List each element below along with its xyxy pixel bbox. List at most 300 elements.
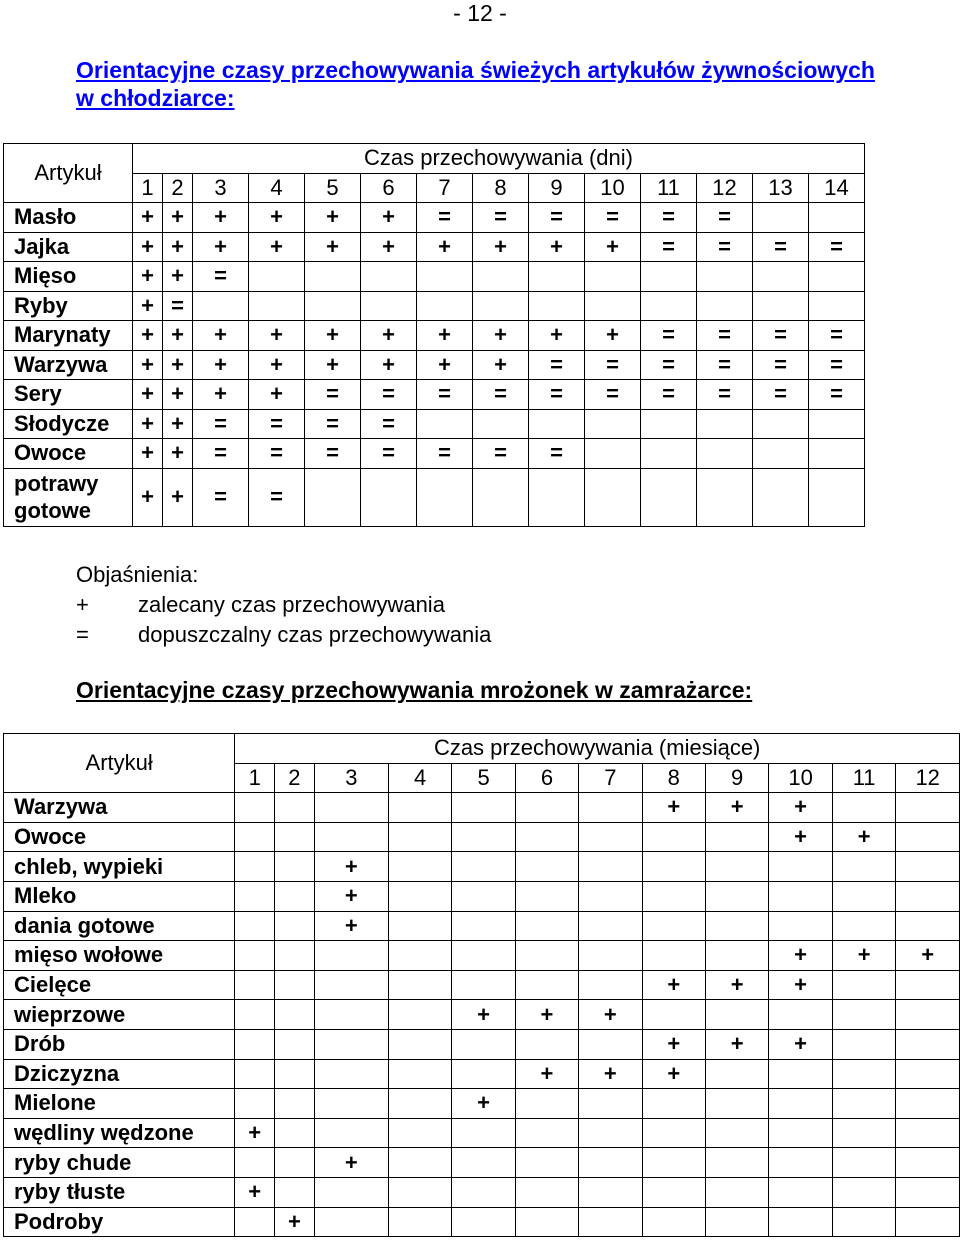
frozen-cell — [705, 1148, 768, 1178]
frozen-period-header: 7 — [579, 763, 642, 793]
frozen-row — [4, 911, 960, 941]
fresh-cell — [473, 409, 529, 439]
frozen-cell: + — [769, 822, 833, 852]
fresh-cell: + — [417, 321, 473, 351]
fresh-cell: = — [585, 380, 641, 410]
frozen-row — [4, 1177, 960, 1207]
frozen-cell — [832, 1207, 896, 1237]
frozen-row — [4, 1059, 960, 1089]
fresh-period-header: 13 — [753, 173, 809, 203]
fresh-cell — [809, 409, 865, 439]
frozen-row-label: Drób — [4, 1029, 235, 1059]
fresh-cell: + — [417, 232, 473, 262]
fresh-row-label: Jajka — [4, 232, 133, 262]
fresh-period-row — [4, 173, 865, 203]
frozen-cell — [452, 793, 515, 823]
fresh-cell: = — [305, 439, 361, 469]
frozen-period-header: 3 — [314, 763, 388, 793]
frozen-cell: + — [235, 1118, 275, 1148]
frozen-cell — [452, 1059, 515, 1089]
fresh-cell: + — [305, 203, 361, 233]
frozen-cell — [579, 1118, 642, 1148]
fresh-cell: + — [249, 380, 305, 410]
fresh-header-row — [4, 144, 865, 174]
fresh-cell — [529, 262, 585, 292]
frozen-cell — [515, 911, 578, 941]
frozen-cell: + — [314, 852, 388, 882]
fresh-cell: + — [193, 350, 249, 380]
fresh-article-header: Artykuł — [4, 144, 133, 203]
fresh-row-label: Ryby — [4, 291, 133, 321]
frozen-cell: + — [642, 970, 705, 1000]
frozen-cell — [388, 1148, 451, 1178]
frozen-cell — [275, 1059, 315, 1089]
fresh-cell: = — [473, 203, 529, 233]
fresh-row — [4, 203, 865, 233]
legend-text: dopuszczalny czas przechowywania — [138, 622, 492, 647]
frozen-cell — [896, 1029, 960, 1059]
fresh-cell: = — [641, 380, 697, 410]
fresh-cell — [473, 291, 529, 321]
fresh-cell: = — [529, 380, 585, 410]
frozen-period-header: 8 — [642, 763, 705, 793]
fresh-cell: = — [193, 262, 249, 292]
frozen-cell — [235, 1207, 275, 1237]
fresh-cell: + — [585, 321, 641, 351]
fresh-cell: = — [417, 380, 473, 410]
frozen-cell — [896, 1207, 960, 1237]
frozen-cell — [275, 822, 315, 852]
fresh-period-header: 8 — [473, 173, 529, 203]
fresh-cell — [361, 291, 417, 321]
frozen-period-header: 10 — [769, 763, 833, 793]
fresh-cell: + — [163, 203, 193, 233]
frozen-cell: + — [642, 1029, 705, 1059]
fresh-cell: = — [809, 380, 865, 410]
fresh-period-header: 6 — [361, 173, 417, 203]
frozen-cell — [769, 1059, 833, 1089]
fresh-cell — [305, 291, 361, 321]
fresh-cell: + — [305, 232, 361, 262]
fresh-cell: = — [641, 321, 697, 351]
fresh-row-label: Owoce — [4, 439, 133, 469]
frozen-cell — [579, 1207, 642, 1237]
frozen-cell: + — [579, 1000, 642, 1030]
frozen-cell — [515, 852, 578, 882]
fresh-period-header: 9 — [529, 173, 585, 203]
fresh-cell: = — [193, 468, 249, 526]
fresh-row — [4, 350, 865, 380]
frozen-cell — [314, 970, 388, 1000]
fresh-row — [4, 468, 865, 526]
frozen-cell — [515, 1029, 578, 1059]
frozen-cell — [452, 1177, 515, 1207]
fresh-cell: + — [529, 232, 585, 262]
frozen-cell — [235, 941, 275, 971]
frozen-cell — [314, 793, 388, 823]
frozen-cell — [705, 1059, 768, 1089]
frozen-cell — [275, 941, 315, 971]
fresh-row-label: Masło — [4, 203, 133, 233]
fresh-cell: + — [473, 321, 529, 351]
frozen-cell — [705, 941, 768, 971]
fresh-cell — [641, 409, 697, 439]
frozen-row — [4, 793, 960, 823]
frozen-cell — [705, 1207, 768, 1237]
fresh-cell: = — [529, 439, 585, 469]
frozen-row-label: Cielęce — [4, 970, 235, 1000]
fresh-cell: + — [193, 232, 249, 262]
fresh-row-label: potrawy gotowe — [4, 468, 133, 526]
frozen-cell — [705, 1000, 768, 1030]
frozen-period-header: 1 — [235, 763, 275, 793]
frozen-cell — [275, 1118, 315, 1148]
fresh-cell: + — [249, 321, 305, 351]
legend-text: zalecany czas przechowywania — [138, 592, 445, 617]
frozen-cell — [769, 852, 833, 882]
fresh-cell: = — [193, 409, 249, 439]
frozen-cell: + — [314, 881, 388, 911]
fresh-cell: + — [361, 203, 417, 233]
fresh-cell — [417, 409, 473, 439]
fresh-cell: + — [133, 262, 163, 292]
fresh-cell: = — [361, 409, 417, 439]
fresh-cell: + — [473, 350, 529, 380]
frozen-cell: + — [705, 970, 768, 1000]
frozen-cell — [705, 911, 768, 941]
fresh-cell: = — [529, 203, 585, 233]
frozen-cell: + — [832, 822, 896, 852]
frozen-cell — [579, 1029, 642, 1059]
frozen-cell — [388, 1118, 451, 1148]
fresh-period-header: 2 — [163, 173, 193, 203]
frozen-cell — [388, 1059, 451, 1089]
fresh-storage-table — [3, 143, 865, 527]
frozen-cell — [579, 1089, 642, 1119]
fresh-cell — [753, 291, 809, 321]
fresh-cell — [585, 468, 641, 526]
frozen-cell — [235, 822, 275, 852]
frozen-cell — [769, 1177, 833, 1207]
fresh-cell — [809, 291, 865, 321]
fresh-cell: = — [417, 439, 473, 469]
frozen-row-label: Mielone — [4, 1089, 235, 1119]
fresh-period-header: 14 — [809, 173, 865, 203]
legend-item-recommended — [76, 590, 491, 620]
fresh-cell: = — [809, 321, 865, 351]
frozen-row — [4, 852, 960, 882]
fresh-period-header: 10 — [585, 173, 641, 203]
fresh-row-label: Słodycze — [4, 409, 133, 439]
fresh-cell: + — [163, 409, 193, 439]
fresh-cell — [249, 291, 305, 321]
frozen-cell — [388, 1207, 451, 1237]
frozen-cell — [832, 1177, 896, 1207]
fresh-cell: = — [809, 232, 865, 262]
frozen-cell — [769, 1118, 833, 1148]
fresh-row — [4, 232, 865, 262]
frozen-cell — [452, 1029, 515, 1059]
frozen-cell — [769, 1148, 833, 1178]
fresh-cell — [305, 468, 361, 526]
fresh-cell — [809, 468, 865, 526]
frozen-cell — [515, 1118, 578, 1148]
frozen-cell — [275, 793, 315, 823]
frozen-cell — [832, 852, 896, 882]
fresh-cell — [473, 262, 529, 292]
frozen-article-header: Artykuł — [4, 734, 235, 793]
frozen-cell — [579, 970, 642, 1000]
frozen-row — [4, 1029, 960, 1059]
frozen-cell — [314, 1029, 388, 1059]
frozen-cell — [515, 1177, 578, 1207]
fresh-cell: + — [133, 380, 163, 410]
frozen-row-label: mięso wołowe — [4, 941, 235, 971]
frozen-row — [4, 1148, 960, 1178]
frozen-cell — [388, 1089, 451, 1119]
fresh-cell: = — [697, 380, 753, 410]
fresh-cell: + — [193, 380, 249, 410]
fresh-cell: + — [133, 291, 163, 321]
fresh-time-header: Czas przechowywania (dni) — [133, 144, 865, 174]
fresh-cell: + — [585, 232, 641, 262]
fresh-cell: + — [133, 203, 163, 233]
fresh-period-header: 3 — [193, 173, 249, 203]
frozen-cell — [579, 822, 642, 852]
frozen-cell — [515, 1148, 578, 1178]
fresh-row-label: Sery — [4, 380, 133, 410]
frozen-cell — [769, 1000, 833, 1030]
fresh-cell: = — [641, 350, 697, 380]
frozen-cell — [896, 881, 960, 911]
fresh-cell — [697, 439, 753, 469]
frozen-cell — [515, 970, 578, 1000]
fresh-cell: + — [133, 232, 163, 262]
frozen-row-label: wędliny wędzone — [4, 1118, 235, 1148]
frozen-cell — [515, 822, 578, 852]
frozen-cell — [705, 1177, 768, 1207]
frozen-cell — [452, 881, 515, 911]
frozen-cell — [235, 1059, 275, 1089]
fresh-cell: = — [809, 350, 865, 380]
frozen-cell — [896, 1148, 960, 1178]
fresh-cell — [193, 291, 249, 321]
fresh-cell — [753, 439, 809, 469]
frozen-cell: + — [275, 1207, 315, 1237]
frozen-cell — [832, 1089, 896, 1119]
fresh-cell: + — [249, 232, 305, 262]
frozen-cell — [832, 1118, 896, 1148]
frozen-time-header: Czas przechowywania (miesiące) — [235, 734, 960, 764]
frozen-row — [4, 881, 960, 911]
fresh-cell: + — [163, 380, 193, 410]
frozen-cell — [896, 793, 960, 823]
frozen-cell — [832, 1029, 896, 1059]
fresh-cell: = — [529, 350, 585, 380]
frozen-cell — [579, 881, 642, 911]
fresh-cell: = — [249, 439, 305, 469]
fresh-cell: = — [305, 409, 361, 439]
fresh-cell: = — [697, 321, 753, 351]
frozen-cell — [235, 1089, 275, 1119]
frozen-cell — [235, 881, 275, 911]
frozen-cell — [642, 1148, 705, 1178]
fresh-cell: + — [361, 321, 417, 351]
fresh-cell — [753, 409, 809, 439]
fresh-row — [4, 380, 865, 410]
frozen-cell — [832, 911, 896, 941]
frozen-cell — [275, 1177, 315, 1207]
frozen-cell — [896, 1089, 960, 1119]
frozen-cell — [388, 822, 451, 852]
frozen-cell — [314, 1207, 388, 1237]
legend-title: Objaśnienia: — [76, 562, 199, 587]
frozen-cell: + — [452, 1089, 515, 1119]
frozen-header-row — [4, 734, 960, 764]
fresh-heading-line1: Orientacyjne czasy przechowywania świeżych artykułów żywnościowych — [76, 57, 875, 83]
frozen-cell — [896, 852, 960, 882]
fresh-cell — [809, 439, 865, 469]
fresh-cell — [697, 468, 753, 526]
fresh-cell: = — [697, 203, 753, 233]
fresh-cell: = — [249, 409, 305, 439]
frozen-cell — [275, 1089, 315, 1119]
fresh-row — [4, 321, 865, 351]
frozen-cell: + — [235, 1177, 275, 1207]
frozen-cell — [642, 1118, 705, 1148]
frozen-row-label: Owoce — [4, 822, 235, 852]
frozen-cell — [896, 1000, 960, 1030]
legend — [76, 560, 491, 650]
frozen-cell — [642, 1000, 705, 1030]
frozen-cell — [452, 852, 515, 882]
fresh-cell: + — [529, 321, 585, 351]
frozen-cell — [642, 941, 705, 971]
legend-symbol: = — [76, 622, 89, 647]
fresh-heading — [76, 56, 875, 112]
frozen-row — [4, 1000, 960, 1030]
frozen-cell — [769, 1207, 833, 1237]
frozen-cell — [515, 881, 578, 911]
fresh-cell — [529, 409, 585, 439]
frozen-cell — [896, 1118, 960, 1148]
frozen-cell — [314, 1089, 388, 1119]
frozen-cell — [642, 1177, 705, 1207]
fresh-cell: = — [361, 439, 417, 469]
frozen-cell: + — [314, 911, 388, 941]
frozen-cell — [388, 1000, 451, 1030]
frozen-cell — [832, 1148, 896, 1178]
fresh-cell — [753, 468, 809, 526]
fresh-period-header: 11 — [641, 173, 697, 203]
frozen-cell — [388, 970, 451, 1000]
fresh-period-header: 1 — [133, 173, 163, 203]
frozen-cell — [832, 881, 896, 911]
page-number: - 12 - — [453, 0, 507, 26]
frozen-cell — [275, 852, 315, 882]
frozen-cell — [388, 793, 451, 823]
fresh-cell — [641, 291, 697, 321]
frozen-row — [4, 941, 960, 971]
frozen-cell — [452, 1118, 515, 1148]
fresh-cell: + — [133, 439, 163, 469]
fresh-cell: = — [753, 232, 809, 262]
fresh-cell — [753, 262, 809, 292]
frozen-period-header: 11 — [832, 763, 896, 793]
frozen-cell — [314, 1118, 388, 1148]
fresh-cell — [585, 262, 641, 292]
frozen-cell — [235, 1000, 275, 1030]
frozen-period-header: 5 — [452, 763, 515, 793]
frozen-cell: + — [314, 1148, 388, 1178]
frozen-row-label: dania gotowe — [4, 911, 235, 941]
frozen-cell: + — [642, 793, 705, 823]
frozen-row — [4, 1118, 960, 1148]
frozen-cell — [275, 970, 315, 1000]
frozen-cell — [832, 1059, 896, 1089]
fresh-cell — [641, 262, 697, 292]
frozen-cell — [275, 1000, 315, 1030]
fresh-cell: = — [753, 380, 809, 410]
frozen-heading: Orientacyjne czasy przechowywania mrożonek w zamrażarce: — [76, 677, 753, 703]
fresh-cell — [697, 262, 753, 292]
frozen-cell — [896, 911, 960, 941]
fresh-row — [4, 291, 865, 321]
fresh-cell: = — [641, 203, 697, 233]
frozen-cell: + — [769, 941, 833, 971]
fresh-cell: + — [133, 350, 163, 380]
fresh-cell — [641, 468, 697, 526]
fresh-cell: + — [305, 321, 361, 351]
fresh-cell: + — [473, 232, 529, 262]
frozen-cell — [275, 1148, 315, 1178]
fresh-cell: + — [133, 321, 163, 351]
fresh-period-header: 7 — [417, 173, 473, 203]
frozen-cell — [642, 1089, 705, 1119]
frozen-cell — [769, 881, 833, 911]
frozen-cell — [388, 941, 451, 971]
fresh-row-label: Warzywa — [4, 350, 133, 380]
fresh-cell — [585, 439, 641, 469]
fresh-cell — [417, 468, 473, 526]
fresh-cell: + — [361, 232, 417, 262]
fresh-cell: + — [193, 203, 249, 233]
frozen-cell: + — [896, 941, 960, 971]
frozen-cell — [832, 1000, 896, 1030]
fresh-cell — [361, 262, 417, 292]
fresh-cell: + — [249, 203, 305, 233]
frozen-row-label: ryby chude — [4, 1148, 235, 1178]
frozen-row-label: Dziczyzna — [4, 1059, 235, 1089]
fresh-cell: = — [249, 468, 305, 526]
fresh-cell: + — [163, 350, 193, 380]
fresh-cell: + — [305, 350, 361, 380]
fresh-row — [4, 262, 865, 292]
fresh-row — [4, 409, 865, 439]
frozen-cell: + — [705, 1029, 768, 1059]
frozen-row — [4, 1089, 960, 1119]
frozen-row-label: Warzywa — [4, 793, 235, 823]
frozen-cell — [314, 822, 388, 852]
fresh-cell: = — [163, 291, 193, 321]
fresh-cell: = — [417, 203, 473, 233]
frozen-cell — [515, 793, 578, 823]
fresh-cell — [529, 291, 585, 321]
fresh-cell: + — [193, 321, 249, 351]
frozen-cell — [642, 1207, 705, 1237]
frozen-cell — [275, 1029, 315, 1059]
fresh-row — [4, 439, 865, 469]
